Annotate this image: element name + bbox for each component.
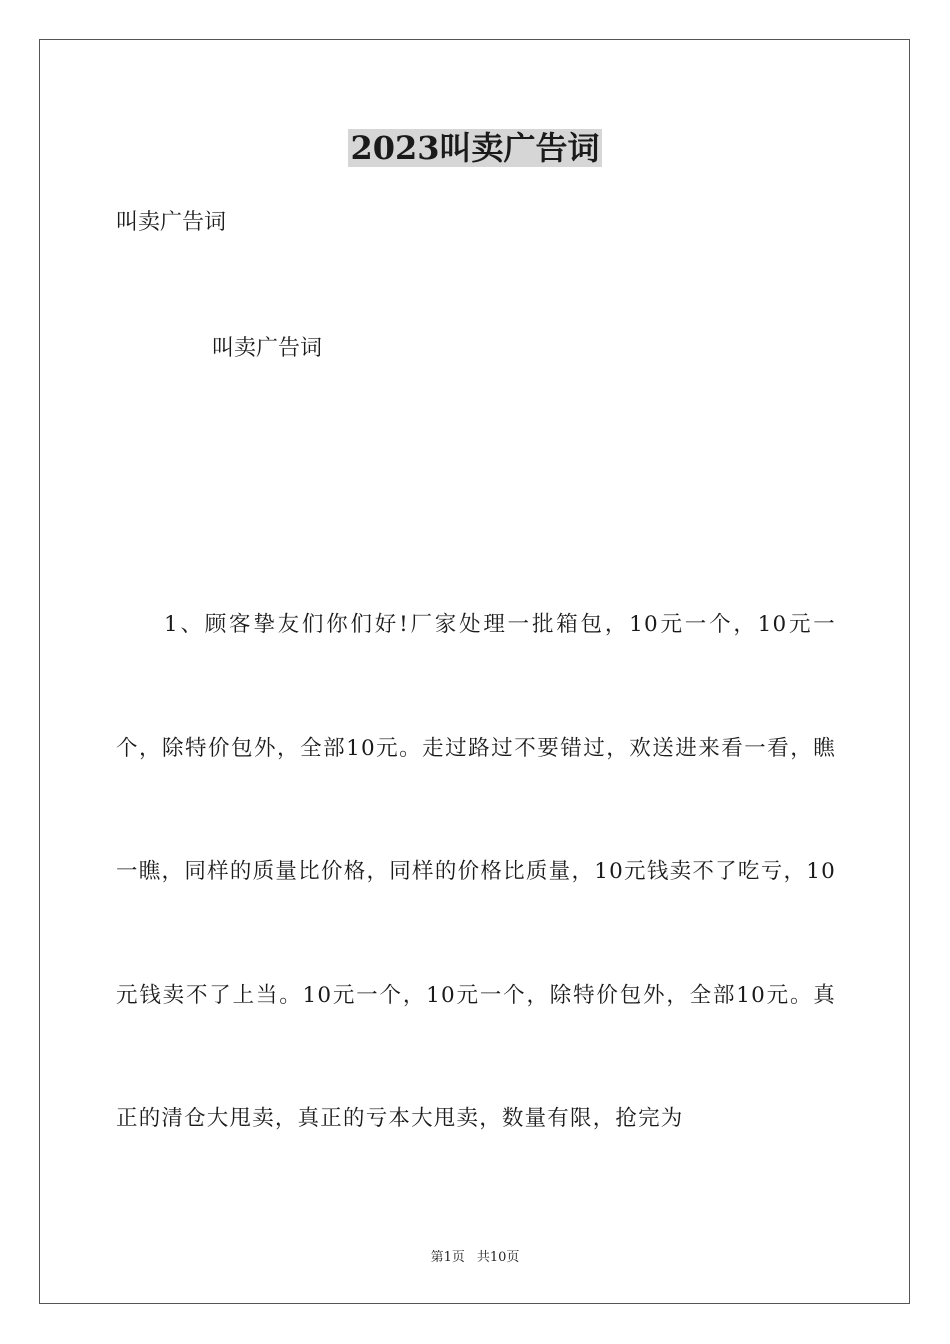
- document-subtitle: 叫卖广告词: [116, 210, 227, 235]
- document-title-text: 2023叫卖广告词: [350, 129, 600, 167]
- body-paragraph: 1、顾客挚友们你们好!厂家处理一批箱包，10元一个，10元一个，除特价包外，全部10元。走过路过不要错过，欢送进来看一看，瞧一瞧，同样的质量比价格，同样的价格比质量，10元钱卖不了吃亏，10元钱卖不了上当。10元一个，10元一个，除特价包外，全部10元。真正的清仓大甩卖，真正的亏本大甩卖，数量有限，抢完为: [116, 612, 836, 1131]
- page-total: 共10页: [476, 1250, 520, 1265]
- page-footer: [0, 1248, 950, 1268]
- document-title: [0, 124, 950, 172]
- section-heading: 叫卖广告词: [212, 336, 323, 361]
- page-number: 第1页: [430, 1250, 465, 1265]
